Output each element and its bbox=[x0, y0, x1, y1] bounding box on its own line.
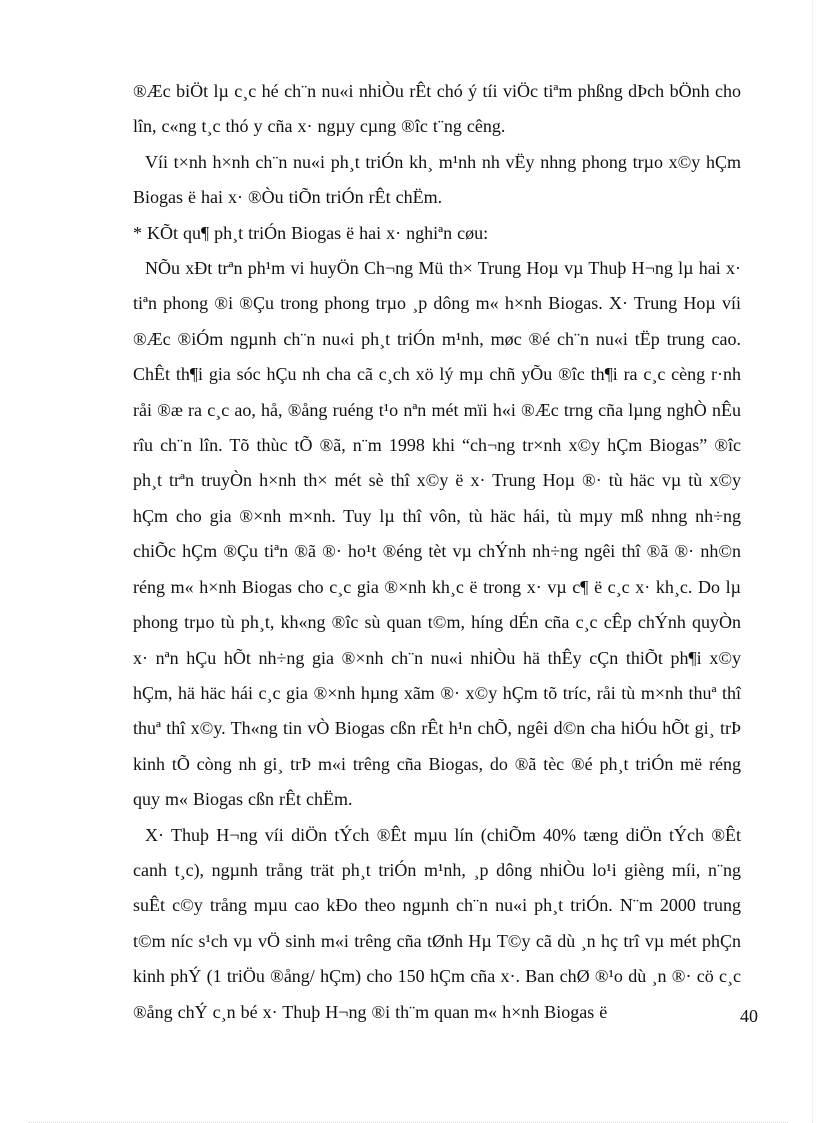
page-side-border bbox=[812, 0, 813, 1123]
paragraph-2: Víi t×nh h×nh ch¨n nu«i ph¸t triÓn kh¸ m¹nh nh vËy nhng phong trµo x©y hÇm Biogas ë hai x· ®Òu tiÕn triÓn rÊt chËm. bbox=[133, 151, 741, 208]
section-heading: * KÕt qu¶ ph¸t triÓn Biogas ë hai x· nghiªn cøu: bbox=[133, 222, 489, 243]
page-number: 40 bbox=[740, 1006, 758, 1026]
body-text bbox=[133, 74, 741, 1030]
paragraph-3: NÕu xÐt trªn ph¹m vi huyÖn Ch¬ng Mü th× Trung Hoµ vµ Thuþ H¬ng lµ hai x· tiªn phong ®i ®Çu trong phong trµo ¸p dông m« h×nh Biogas. X· Trung Hoµ víi ®Æc ®iÓm ngµnh ch¨n nu«i ph¸t triÓn m¹nh, møc ®é ch¨n nu«i tËp trung cao. ChÊt th¶i gia sóc hÇu nh cha cã c¸ch xö lý mµ chñ yÕu ®îc th¶i ra c¸c cèng r·nh råi ®æ ra c¸c ao, hå, ®ång ruéng t¹o nªn mét mïi h«i ®Æc trng cña lµng nghÒ nÊu rîu ch¨n lîn. Tõ thùc tÕ ®ã, n¨m 1998 khi “ch¬ng tr×nh x©y hÇm Biogas” ®îc ph¸t trªn truyÒn h×nh th× mét sè thî x©y ë x· Trung Hoµ ®· tù häc vµ tù x©y hÇm cho gia ®×nh m×nh. Tuy lµ thî vôn, tù häc hái, tù mµy mß nhng nh÷ng chiÕc hÇm ®Çu tiªn ®ã ®· ho¹t ®éng tèt vµ chÝnh nh÷ng ngêi thî ®ã ®· nh©n réng m« h×nh Biogas cho c¸c gia ®×nh kh¸c ë trong x· vµ c¶ ë c¸c x· kh¸c. Do lµ phong trµo tù ph¸t, kh«ng ®îc sù quan t©m, híng dÉn cña c¸c cÊp chÝnh quyÒn x· nªn hÇu hÕt nh÷ng gia ®×nh ch¨n nu«i nhiÒu hä thÊy cÇn thiÕt ph¶i x©y hÇm, hä häc hái c¸c gia ®×nh hµng xãm ®· x©y hÇm tõ tríc, råi tù m×nh thuª thî thuª thî x©y. Th«ng tin vÒ Biogas cßn rÊt h¹n chÕ, ngêi d©n cha hiÓu hÕt gi¸ trÞ kinh tÕ còng nh gi¸ trÞ m«i trêng cña Biogas, do ®ã tèc ®é ph¸t triÓn më réng quy m« Biogas cßn rÊt chËm. bbox=[133, 258, 741, 810]
paragraph-4: X· Thuþ H¬ng víi diÖn tÝch ®Êt mµu lín (chiÕm 40% tæng diÖn tÝch ®Êt canh t¸c), ngµnh trång trät ph¸t triÓn m¹nh, ¸p dông nhiÒu lo¹i gièng míi, n¨ng suÊt c©y trång mµu cao kÐo theo ngµnh ch¨n nu«i ph¸t triÓn. N¨m 2000 trung t©m níc s¹ch vµ vÖ sinh m«i trêng cña tØnh Hµ T©y cã dù ¸n hç trî vµ mét phÇn kinh phÝ (1 triÖu ®ång/ hÇm) cho 150 hÇm cña x·. Ban chØ ®¹o dù ¸n ®· cö c¸c ®ång chÝ c¸n bé x· Thuþ H¬ng ®i th¨m quan m« h×nh Biogas ë bbox=[133, 824, 741, 1022]
paragraph-1: ®Æc biÖt lµ c¸c hé ch¨n nu«i nhiÒu rÊt chó ý tíi viÖc tiªm phßng dÞch bÖnh cho lîn, c«ng t¸c thó y cña x· ngµy cµng ®îc t¨ng cêng. bbox=[133, 81, 741, 137]
